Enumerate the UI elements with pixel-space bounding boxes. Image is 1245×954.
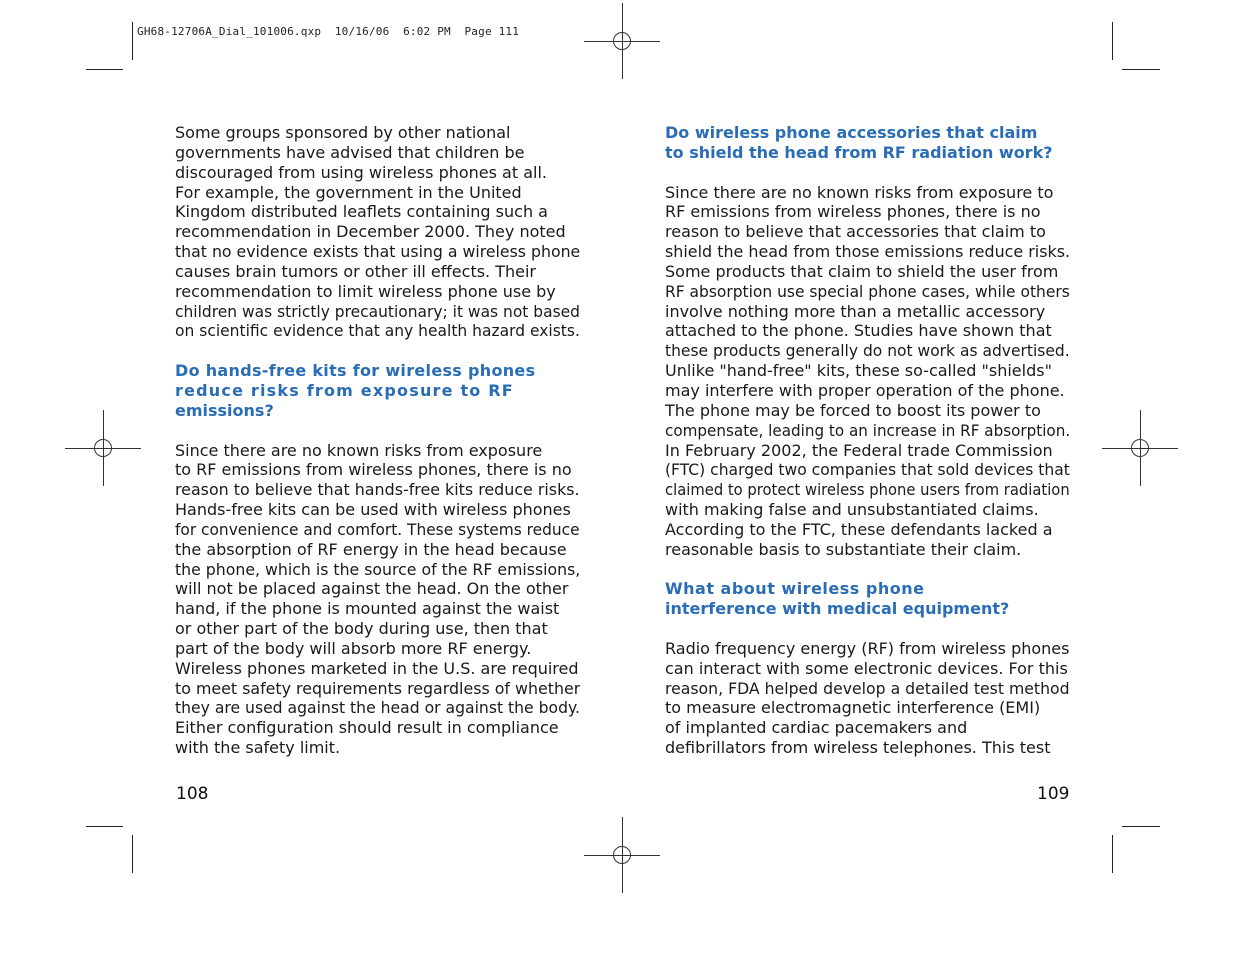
text-line: Wireless phones marketed in the U.S. are required <box>175 658 579 678</box>
text-line: to RF emissions from wireless phones, there is no <box>175 460 572 480</box>
text-line: reason to believe that accessories that claim to <box>665 222 1046 242</box>
text-line: they are used against the head or against the body. <box>175 698 580 718</box>
right-paragraph-1 <box>665 183 1070 560</box>
heading-line: What about wireless phone <box>665 579 925 599</box>
text-line: children was strictly precautionary; it was not based <box>175 301 580 321</box>
text-line: can interact with some electronic devices. For this <box>665 658 1068 678</box>
text-line: RF absorption use special phone cases, while others <box>665 281 1070 301</box>
text-line: on scientific evidence that any health hazard exists. <box>175 321 580 341</box>
text-line: shield the head from those emissions reduce risks. <box>665 242 1070 262</box>
text-line: reasonable basis to substantiate their claim. <box>665 539 1022 559</box>
text-line: may interfere with proper operation of the phone. <box>665 380 1065 400</box>
right-heading-medical-interference <box>665 579 1070 619</box>
crop-mark-top-left-horizontal <box>86 69 123 70</box>
heading-line: emissions? <box>175 400 274 420</box>
registration-mark-top-icon <box>584 3 660 79</box>
text-line: reason, FDA helped develop a detailed test method <box>665 678 1070 698</box>
text-line: to meet safety requirements regardless of whether <box>175 678 580 698</box>
left-paragraph-2 <box>175 441 580 759</box>
text-line: governments have advised that children be <box>175 142 525 162</box>
text-line: (FTC) charged two companies that sold devices that <box>665 460 1070 480</box>
print-slug: GH68-12706A_Dial_101006.qxp 10/16/06 6:02 PM Page 111 <box>137 25 520 38</box>
text-line: RF emissions from wireless phones, there is no <box>665 202 1041 222</box>
crop-mark-bottom-left-vertical <box>132 835 133 873</box>
crop-mark-bottom-right-vertical <box>1112 835 1113 873</box>
paragraph-spacer <box>665 560 1070 580</box>
text-line: claimed to protect wireless phone users from radiation <box>665 480 1070 500</box>
right-heading-shield-accessories <box>665 123 1070 163</box>
text-line: According to the FTC, these defendants lacked a <box>665 519 1053 539</box>
heading-line: interference with medical equipment? <box>665 599 1010 619</box>
text-line: to measure electromagnetic interference (EMI) <box>665 698 1041 718</box>
heading-line: Do hands-free kits for wireless phones <box>175 361 536 381</box>
text-line: for convenience and comfort. These systems reduce <box>175 519 580 539</box>
text-line: or other part of the body during use, then that <box>175 619 548 639</box>
heading-line: Do wireless phone accessories that claim <box>665 123 1038 142</box>
page-number-right: 109 <box>1037 784 1070 804</box>
paragraph-spacer <box>665 619 1070 639</box>
text-line: Hands-free kits can be used with wireless phones <box>175 500 571 520</box>
text-line: the phone, which is the source of the RF emissions, <box>175 559 580 579</box>
text-line: attached to the phone. Studies have shown that <box>665 321 1052 341</box>
crop-mark-top-left-vertical <box>132 22 133 60</box>
paragraph-spacer <box>175 341 580 361</box>
right-page-column <box>665 123 1070 758</box>
text-line: discouraged from using wireless phones at all. <box>175 162 547 182</box>
text-line: Some groups sponsored by other national <box>175 123 511 142</box>
text-line: Radio frequency energy (RF) from wireless phones <box>665 638 1070 658</box>
text-line: Either configuration should result in compliance <box>175 718 559 738</box>
left-page-column <box>175 123 580 758</box>
text-line: reason to believe that hands-free kits reduce risks. <box>175 480 580 500</box>
left-paragraph-1 <box>175 123 580 341</box>
registration-mark-bottom-icon <box>584 817 660 893</box>
text-line: For example, the government in the United <box>175 182 522 202</box>
text-line: with the safety limit. <box>175 738 341 758</box>
right-paragraph-2 <box>665 639 1070 758</box>
crop-mark-top-right-horizontal <box>1122 69 1160 70</box>
text-line: Unlike "hand-free" kits, these so-called "shields" <box>665 361 1052 381</box>
text-line: recommendation in December 2000. They noted <box>175 222 566 242</box>
text-line: In February 2002, the Federal trade Commission <box>665 440 1053 460</box>
crop-mark-top-right-vertical <box>1112 22 1113 60</box>
paragraph-spacer <box>665 163 1070 183</box>
text-line: causes brain tumors or other ill effects. Their <box>175 261 536 281</box>
text-line: part of the body will absorb more RF energy. <box>175 638 532 658</box>
registration-mark-right-icon <box>1102 410 1178 486</box>
text-line: recommendation to limit wireless phone use by <box>175 281 556 301</box>
text-line: the absorption of RF energy in the head because <box>175 539 567 559</box>
paragraph-spacer <box>175 421 580 441</box>
text-line: hand, if the phone is mounted against the waist <box>175 599 560 619</box>
text-line: will not be placed against the head. On the other <box>175 579 569 599</box>
crop-mark-bottom-right-horizontal <box>1122 826 1160 827</box>
text-line: Since there are no known risks from exposure to <box>665 182 1054 202</box>
text-line: Since there are no known risks from exposure <box>175 440 543 460</box>
heading-line: to shield the head from RF radiation work? <box>665 142 1053 162</box>
text-line: of implanted cardiac pacemakers and <box>665 718 968 738</box>
text-line: Some products that claim to shield the user from <box>665 261 1059 281</box>
text-line: with making false and unsubstantiated claims. <box>665 500 1039 520</box>
page-number-left: 108 <box>176 784 209 804</box>
crop-mark-bottom-left-horizontal <box>86 826 123 827</box>
heading-line: reduce risks from exposure to RF <box>175 380 514 400</box>
left-heading-hands-free <box>175 361 580 421</box>
text-line: compensate, leading to an increase in RF absorption. <box>665 420 1070 440</box>
text-line: that no evidence exists that using a wireless phone <box>175 242 580 262</box>
registration-mark-left-icon <box>65 410 141 486</box>
text-line: Kingdom distributed leaflets containing such a <box>175 202 548 222</box>
text-line: these products generally do not work as advertised. <box>665 341 1070 361</box>
text-line: defibrillators from wireless telephones. This test <box>665 738 1051 758</box>
text-line: involve nothing more than a metallic accessory <box>665 301 1046 321</box>
text-line: The phone may be forced to boost its power to <box>665 400 1041 420</box>
